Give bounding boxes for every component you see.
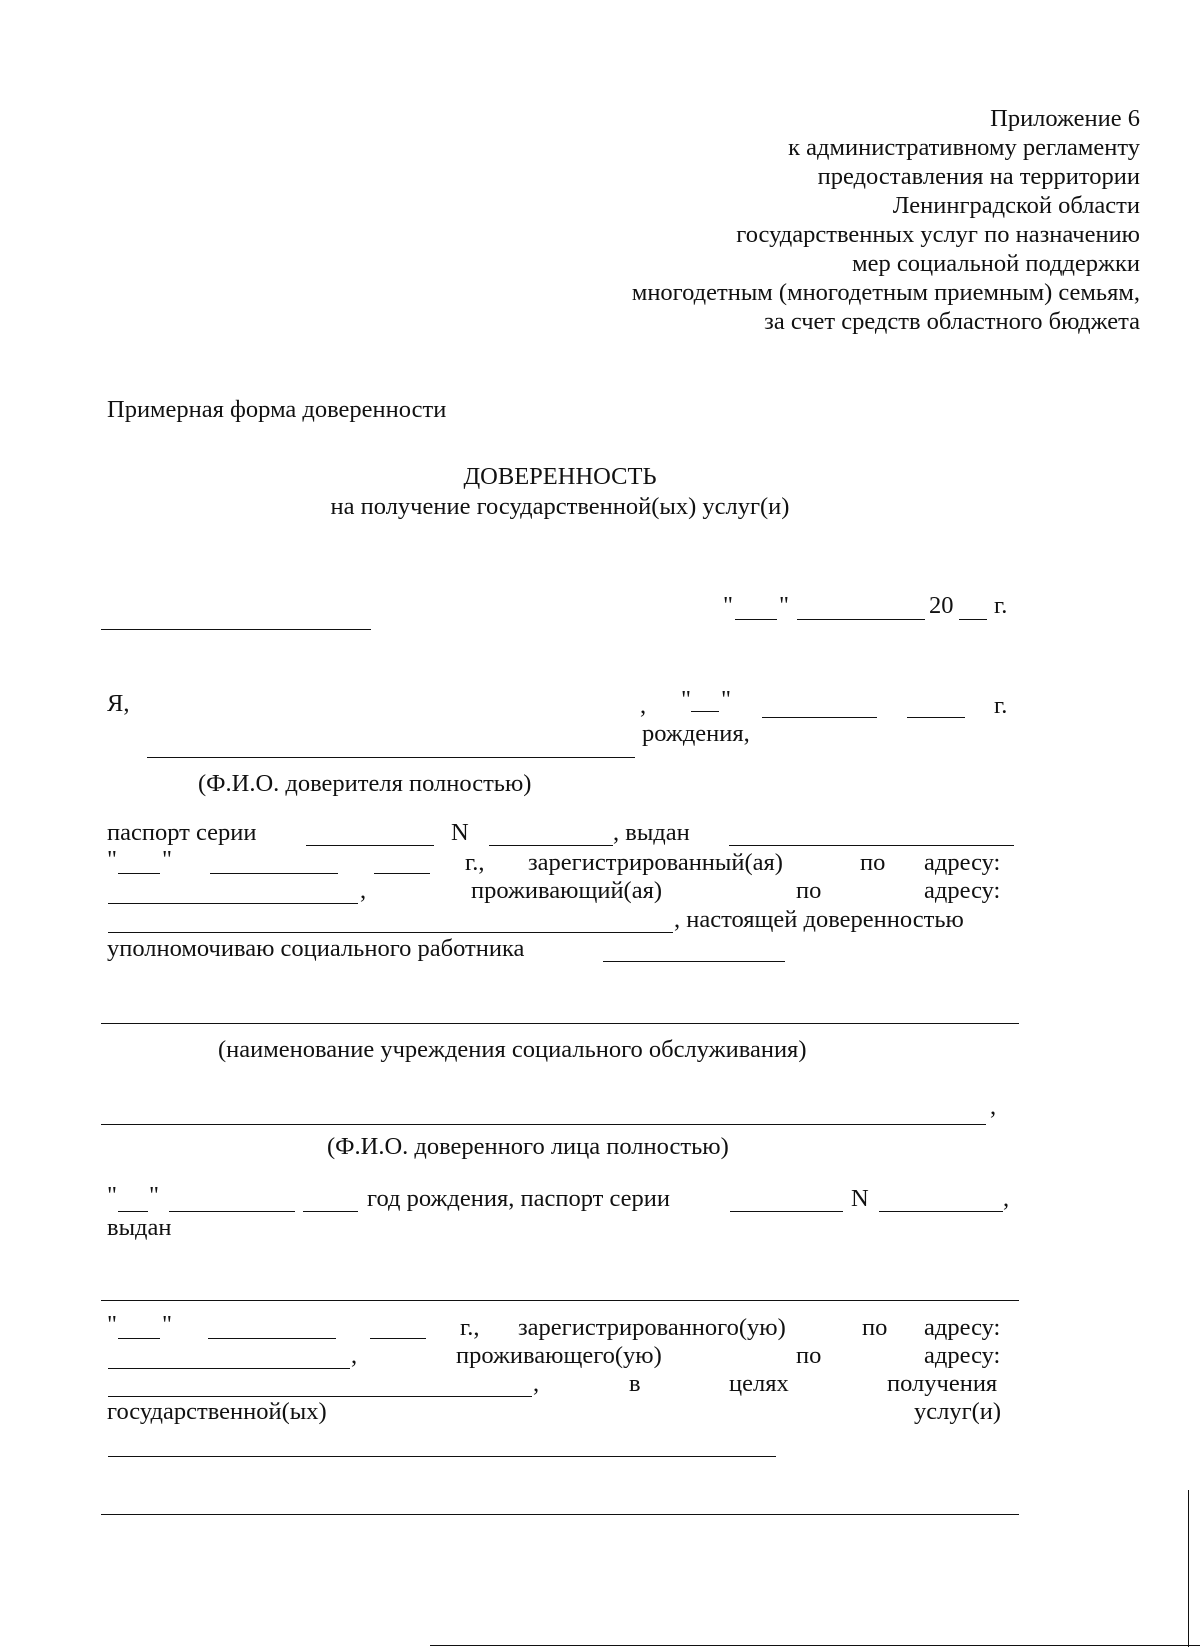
date-day-blank[interactable] (735, 619, 777, 620)
principal-birth-month-blank[interactable] (762, 717, 877, 718)
agent-registered-label: зарегистрированного(ую) (518, 1314, 786, 1341)
agent-birth-passport-label: год рождения, паспорт серии (367, 1185, 670, 1212)
passport-number-blank[interactable] (489, 845, 613, 846)
principal-quote-close: " (721, 686, 732, 713)
principal-quote-open: " (681, 686, 692, 713)
agent-fio-caption: (Ф.И.О. доверенного лица полностью) (327, 1133, 729, 1160)
agent-passport-number-blank[interactable] (879, 1211, 1003, 1212)
agent-birth-day-blank[interactable] (118, 1211, 148, 1212)
agent-registered-comma: , (351, 1342, 358, 1369)
living-address-blank[interactable] (108, 932, 673, 933)
services-blank-2[interactable] (101, 1514, 1019, 1515)
header-line: предоставления на территории (817, 163, 1140, 190)
registered-address-blank[interactable] (108, 903, 358, 904)
principal-birth-label: рождения, (642, 720, 750, 747)
agent-birth-month-blank[interactable] (169, 1211, 295, 1212)
date-year-blank[interactable] (959, 619, 987, 620)
agent-fio-blank[interactable] (101, 1124, 986, 1125)
registered-comma: , (360, 877, 367, 904)
document-subtitle: на получение государственной(ых) услуг(и) (330, 493, 790, 520)
registered-po: по (860, 849, 886, 876)
agent-issue-day-blank[interactable] (118, 1338, 160, 1339)
purpose-label: целях (729, 1370, 789, 1397)
date-quote-close: " (779, 592, 790, 619)
authorize-label: уполномочиваю социального работника (107, 935, 525, 962)
purpose-v: в (629, 1370, 641, 1397)
agent-issue-month-blank[interactable] (208, 1338, 336, 1339)
agent-living-address-label: адресу: (924, 1342, 1001, 1369)
agent-registered-address-blank[interactable] (108, 1368, 350, 1369)
passport-issued-label: , выдан (613, 819, 690, 846)
date-month-blank[interactable] (797, 619, 925, 620)
appendix-header (632, 104, 1140, 336)
agent-passport-n-label: N (851, 1185, 869, 1212)
issue-day-blank[interactable] (118, 873, 160, 874)
header-line: многодетным (многодетным приемным) семьям, (631, 279, 1140, 306)
institution-blank[interactable] (101, 1023, 1019, 1024)
principal-g: г. (994, 692, 1008, 719)
agent-living-address-blank[interactable] (108, 1396, 532, 1397)
date-quote-open: " (723, 592, 734, 619)
header-line: Приложение 6 (990, 105, 1140, 132)
agent-birth-quote-close: " (149, 1182, 160, 1209)
date-year-suffix: г. (994, 592, 1008, 619)
passport-issued-blank[interactable] (729, 845, 1014, 846)
issue-month-blank[interactable] (210, 873, 338, 874)
scan-edge-right (1188, 1490, 1189, 1647)
issue-g: г., (465, 849, 485, 876)
issue-year-blank[interactable] (374, 873, 430, 874)
authority-label: , настоящей доверенностью (674, 906, 964, 933)
issue-quote-close: " (162, 846, 173, 873)
registered-address-label: адресу: (924, 849, 1001, 876)
agent-living-comma: , (533, 1370, 540, 1397)
scan-edge-bottom (430, 1645, 1200, 1646)
purpose-getting-label: получения (887, 1370, 998, 1397)
principal-fio-caption: (Ф.И.О. доверителя полностью) (198, 770, 532, 797)
issue-quote-open: " (107, 846, 118, 873)
living-po: по (796, 877, 822, 904)
agent-registered-address-label: адресу: (924, 1314, 1001, 1341)
passport-n-label: N (451, 819, 469, 846)
header-line: за счет средств областного бюджета (764, 308, 1140, 335)
social-worker-blank[interactable] (603, 961, 785, 962)
registered-label: зарегистрированный(ая) (528, 849, 783, 876)
header-line: Ленинградской области (892, 192, 1140, 219)
form-label: Примерная форма доверенности (107, 396, 447, 423)
agent-living-label: проживающего(ую) (456, 1342, 662, 1369)
header-line: мер социальной поддержки (852, 250, 1140, 277)
agent-birth-year-blank[interactable] (303, 1211, 358, 1212)
living-address-label: адресу: (924, 877, 1001, 904)
place-blank[interactable] (101, 629, 371, 630)
services-state-label: государственной(ых) (107, 1398, 327, 1425)
agent-issue-g: г., (460, 1314, 480, 1341)
date-year-prefix: 20 (929, 592, 954, 619)
header-line: государственных услуг по назначению (736, 221, 1140, 248)
agent-birth-quote-open: " (107, 1182, 118, 1209)
passport-series-blank[interactable] (306, 845, 434, 846)
principal-fio-blank[interactable] (147, 757, 635, 758)
passport-series-label: паспорт серии (107, 819, 257, 846)
agent-passport-series-blank[interactable] (730, 1211, 843, 1212)
principal-birth-year-blank[interactable] (907, 717, 965, 718)
agent-registered-po: по (862, 1314, 888, 1341)
agent-passport-comma: , (1003, 1185, 1010, 1212)
institution-caption: (наименование учреждения социального обслуживания) (218, 1036, 807, 1063)
agent-issue-quote-open: " (107, 1311, 118, 1338)
living-label: проживающий(ая) (471, 877, 663, 904)
agent-issued-blank[interactable] (101, 1300, 1019, 1301)
agent-fio-comma: , (990, 1093, 997, 1120)
agent-issued-label: выдан (107, 1214, 172, 1241)
document-title: ДОВЕРЕННОСТЬ (463, 463, 657, 490)
principal-birth-day-blank[interactable] (691, 711, 719, 712)
services-label: услуг(и) (914, 1398, 1002, 1425)
agent-issue-year-blank[interactable] (370, 1338, 426, 1339)
agent-living-po: по (796, 1342, 822, 1369)
services-blank[interactable] (108, 1456, 776, 1457)
principal-ya: Я, (107, 690, 130, 717)
agent-issue-quote-close: " (162, 1311, 173, 1338)
principal-comma: , (640, 692, 647, 719)
header-line: к административному регламенту (788, 134, 1140, 161)
